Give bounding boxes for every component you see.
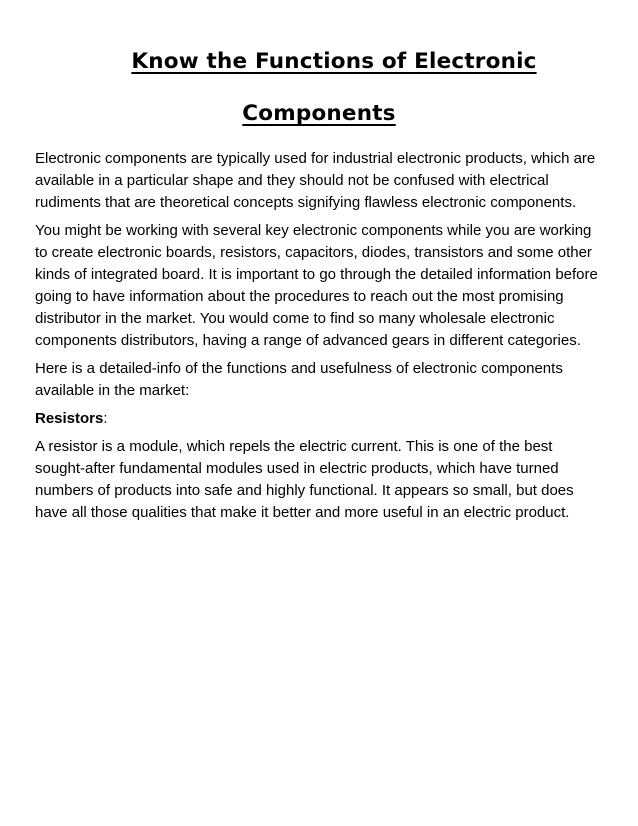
resistors-heading (35, 408, 603, 430)
document-title (35, 36, 603, 140)
components-paragraph: You might be working with several key electronic components while you are working to create electronic boards, resistors, capacitors, diodes, transistors and some other kinds of integrated board. It is important to go through the detailed information before going to have information about the procedures to reach out the most promising distributor in the market. You would come to find so many wholesale electronic components distributors, having a range of advanced gears in different categories. (35, 222, 598, 349)
detail-info-paragraph: Here is a detailed-info of the functions and usefulness of electronic components available in the market: (35, 360, 563, 399)
document-body (35, 148, 603, 524)
title-line-1: Know the Functions of Electronic (131, 49, 537, 74)
resistors-heading-text: Resistors (35, 410, 104, 427)
resistors-heading-colon: : (103, 410, 108, 427)
intro-paragraph: Electronic components are typically used for industrial electronic products, which are available in a particular shape and they should not be confused with electrical rudiments that are theoretical concepts signifying flawless electronic components. (35, 150, 596, 211)
title-line-2: Components (242, 101, 396, 126)
resistors-paragraph: A resistor is a module, which repels the electric current. This is one of the best sought-after fundamental modules used in electric products, which have turned numbers of products into safe and highly functional. It appears so small, but does have all those qualities that make it better and more useful in an electric product. (35, 438, 574, 521)
